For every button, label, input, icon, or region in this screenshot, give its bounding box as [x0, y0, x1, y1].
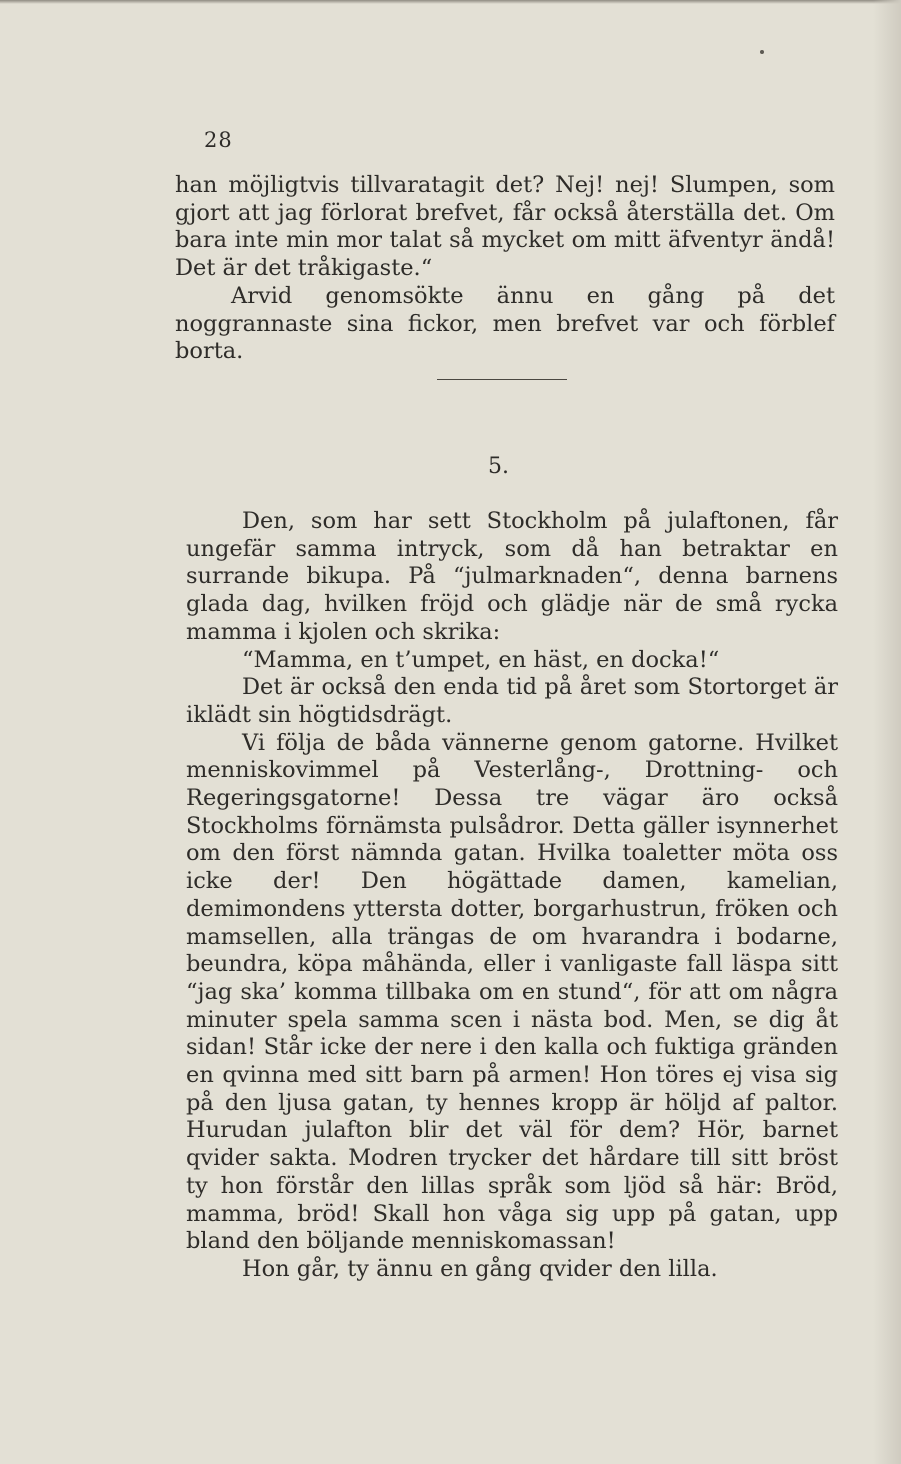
paragraph: Arvid genomsökte ännu en gång på det noggrannaste sina fickor, men brefvet var och förblef borta.: [175, 282, 835, 365]
text-block-top: [175, 172, 835, 366]
paragraph: Det är också den enda tid på året som Stortorget är iklädt sin högtidsdrägt.: [186, 674, 838, 728]
paragraph: Vi följa de båda vännerne genom gatorne. Hvilket menniskovimmel på Vesterlång-, Drottning- och Regeringsgatorne! Dessa tre vägar äro också Stockholms förnämsta pulsådror. Detta gäller isynnerhet om den först nämnda gatan. Hvilka toaletter möta oss icke der! Den högättade damen, kamelian, demimondens yttersta dotter, borgarhustrun, fröken och mamsellen, alla trängas de om hvarandra i bodarne, beundra, köpa måhända, eller i vanligaste fall läspa sitt “jag ska’ komma tillbaka om en stund“, för att om några minuter spela samma scen i nästa bod. Men, se dig åt sidan! Står icke der nere i den kalla och fuktiga gränden en qvinna med sitt barn på armen! Hon töres ej visa sig på den ljusa gatan, ty hennes kropp är höljd af paltor. Hurudan julafton blir det väl för dem? Hör, barnet qvider sakta. Modren trycker det hårdare till sitt bröst ty hon förstår den lillas språk som ljöd så här: Bröd, mamma, bröd! Skall hon våga sig upp på gatan, upp bland den böljande menniskomassan!: [186, 729, 838, 1255]
paragraph: Den, som har sett Stockholm på julaftonen, får ungefär samma intryck, som då han betraktar en surrande bikupa. På “julmarknaden“, denna barnens glada dag, hvilken fröjd och glädje när de små rycka mamma i kjolen och skrika:: [186, 508, 838, 645]
section-divider: [437, 379, 567, 380]
ink-speck: [760, 50, 764, 54]
text-block-section-5: [186, 508, 838, 1284]
page-right-edge: [873, 0, 901, 1464]
page-top-edge: [0, 0, 901, 4]
section-number: 5.: [488, 454, 509, 479]
paragraph: “Mamma, en t’umpet, en häst, en docka!“: [242, 646, 720, 673]
paragraph: Hon går, ty ännu en gång qvider den lilla.: [242, 1255, 718, 1282]
page-number: 28: [204, 128, 233, 152]
paragraph: han möjligtvis tillvaratagit det? Nej! nej! Slumpen, som gjort att jag förlorat brefvet, får också återställa det. Om bara inte min mor talat så mycket om mitt äfventyr ändå! Det är det tråkigaste.“: [175, 172, 835, 282]
